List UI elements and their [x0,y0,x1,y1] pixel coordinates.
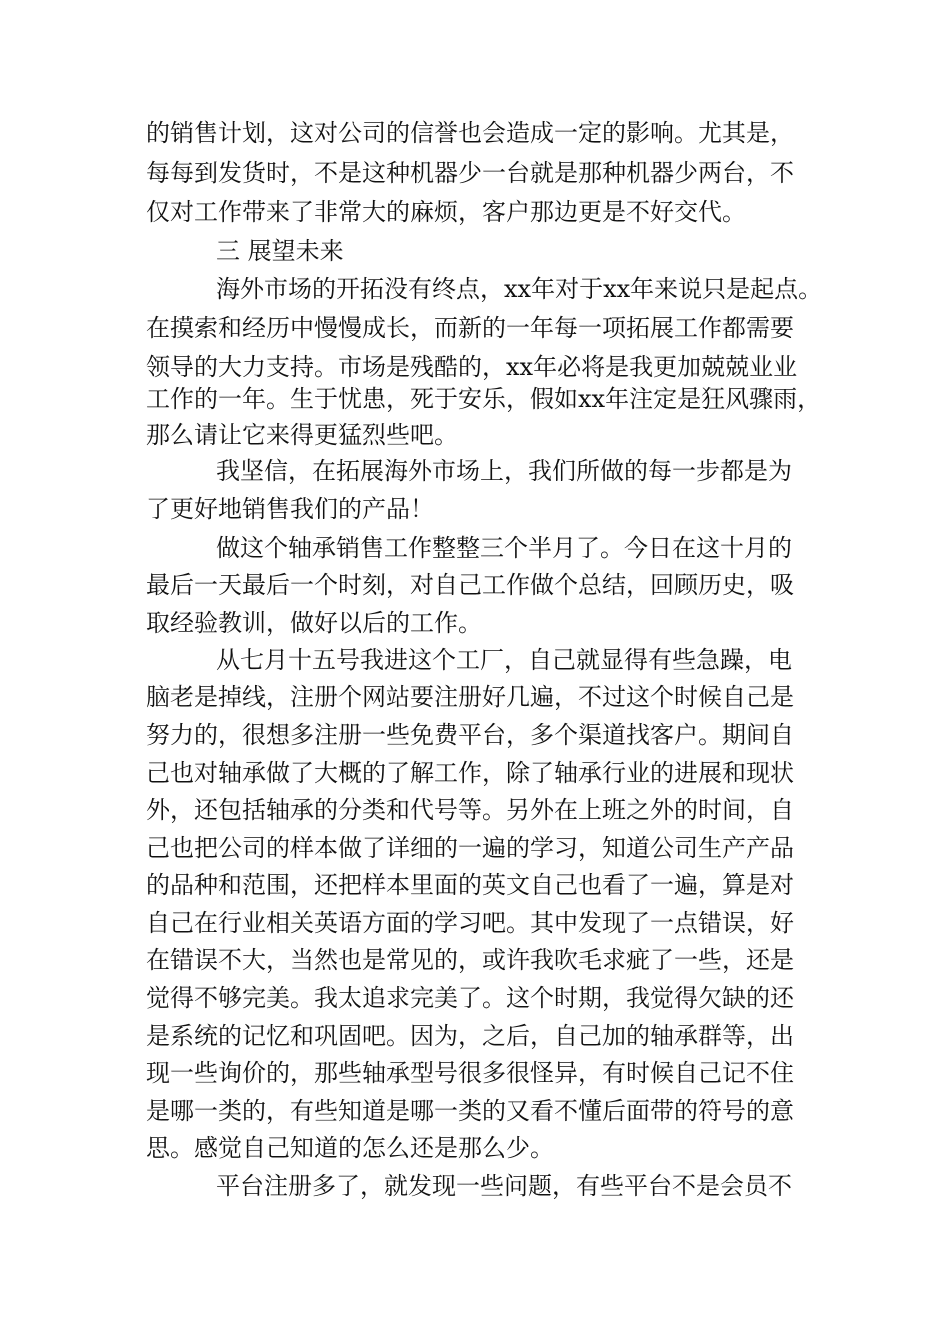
text-line: 海外市场的开拓没有终点，xx年对于xx年来说只是起点。 [216,275,823,303]
text-line: 仅对工作带来了非常大的麻烦，客户那边更是不好交代。 [146,198,746,226]
text-line: 的品种和范围，还把样本里面的英文自己也看了一遍，算是对 [146,871,794,899]
text-line: 觉得不够完美。我太追求完美了。这个时期，我觉得欠缺的还 [146,984,794,1012]
text-line: 自己在行业相关英语方面的学习吧。其中发现了一点错误，好 [146,909,794,937]
text-line: 的销售计划，这对公司的信誉也会造成一定的影响。尤其是， [146,119,794,147]
text-line: 思。感觉自己知道的怎么还是那么少。 [146,1134,554,1162]
text-line: 领导的大力支持。市场是残酷的，xx年必将是我更加兢兢业业 [146,353,798,381]
text-line: 外，还包括轴承的分类和代号等。另外在上班之外的时间，自 [146,796,794,824]
text-line: 从七月十五号我进这个工厂，自己就显得有些急躁，电 [216,646,792,674]
text-line: 己也把公司的样本做了详细的一遍的学习，知道公司生产产品 [146,834,794,862]
text-line: 己也对轴承做了大概的了解工作，除了轴承行业的进展和现状 [146,759,794,787]
text-line: 我坚信，在拓展海外市场上，我们所做的每一步都是为 [216,457,792,485]
text-line: 了更好地销售我们的产品！ [146,495,434,523]
section-heading: 三 展望未来 [216,237,344,265]
text-line: 在错误不大，当然也是常见的，或许我吹毛求疵了一些，还是 [146,946,794,974]
text-line: 那么请让它来得更猛烈些吧。 [146,421,458,449]
text-line: 工作的一年。生于忧患，死于安乐，假如xx年注定是狂风骤雨， [146,385,822,413]
text-line: 是系统的记忆和巩固吧。因为，之后，自己加的轴承群等，出 [146,1022,794,1050]
text-line: 平台注册多了，就发现一些问题，有些平台不是会员不 [216,1172,792,1200]
text-line: 做这个轴承销售工作整整三个半月了。今日在这十月的 [216,534,792,562]
text-line: 在摸索和经历中慢慢成长，而新的一年每一项拓展工作都需要 [146,314,794,342]
text-line: 最后一天最后一个时刻，对自己工作做个总结，回顾历史，吸 [146,571,794,599]
text-line: 脑老是掉线，注册个网站要注册好几遍，不过这个时候自己是 [146,683,794,711]
text-line: 是哪一类的，有些知道是哪一类的又看不懂后面带的符号的意 [146,1097,794,1125]
text-line: 取经验教训，做好以后的工作。 [146,609,482,637]
text-line: 每每到发货时，不是这种机器少一台就是那种机器少两台，不 [146,159,794,187]
text-line: 努力的，很想多注册一些免费平台，多个渠道找客户。期间自 [146,721,794,749]
text-line: 现一些询价的，那些轴承型号很多很怪异，有时候自己记不住 [146,1059,794,1087]
